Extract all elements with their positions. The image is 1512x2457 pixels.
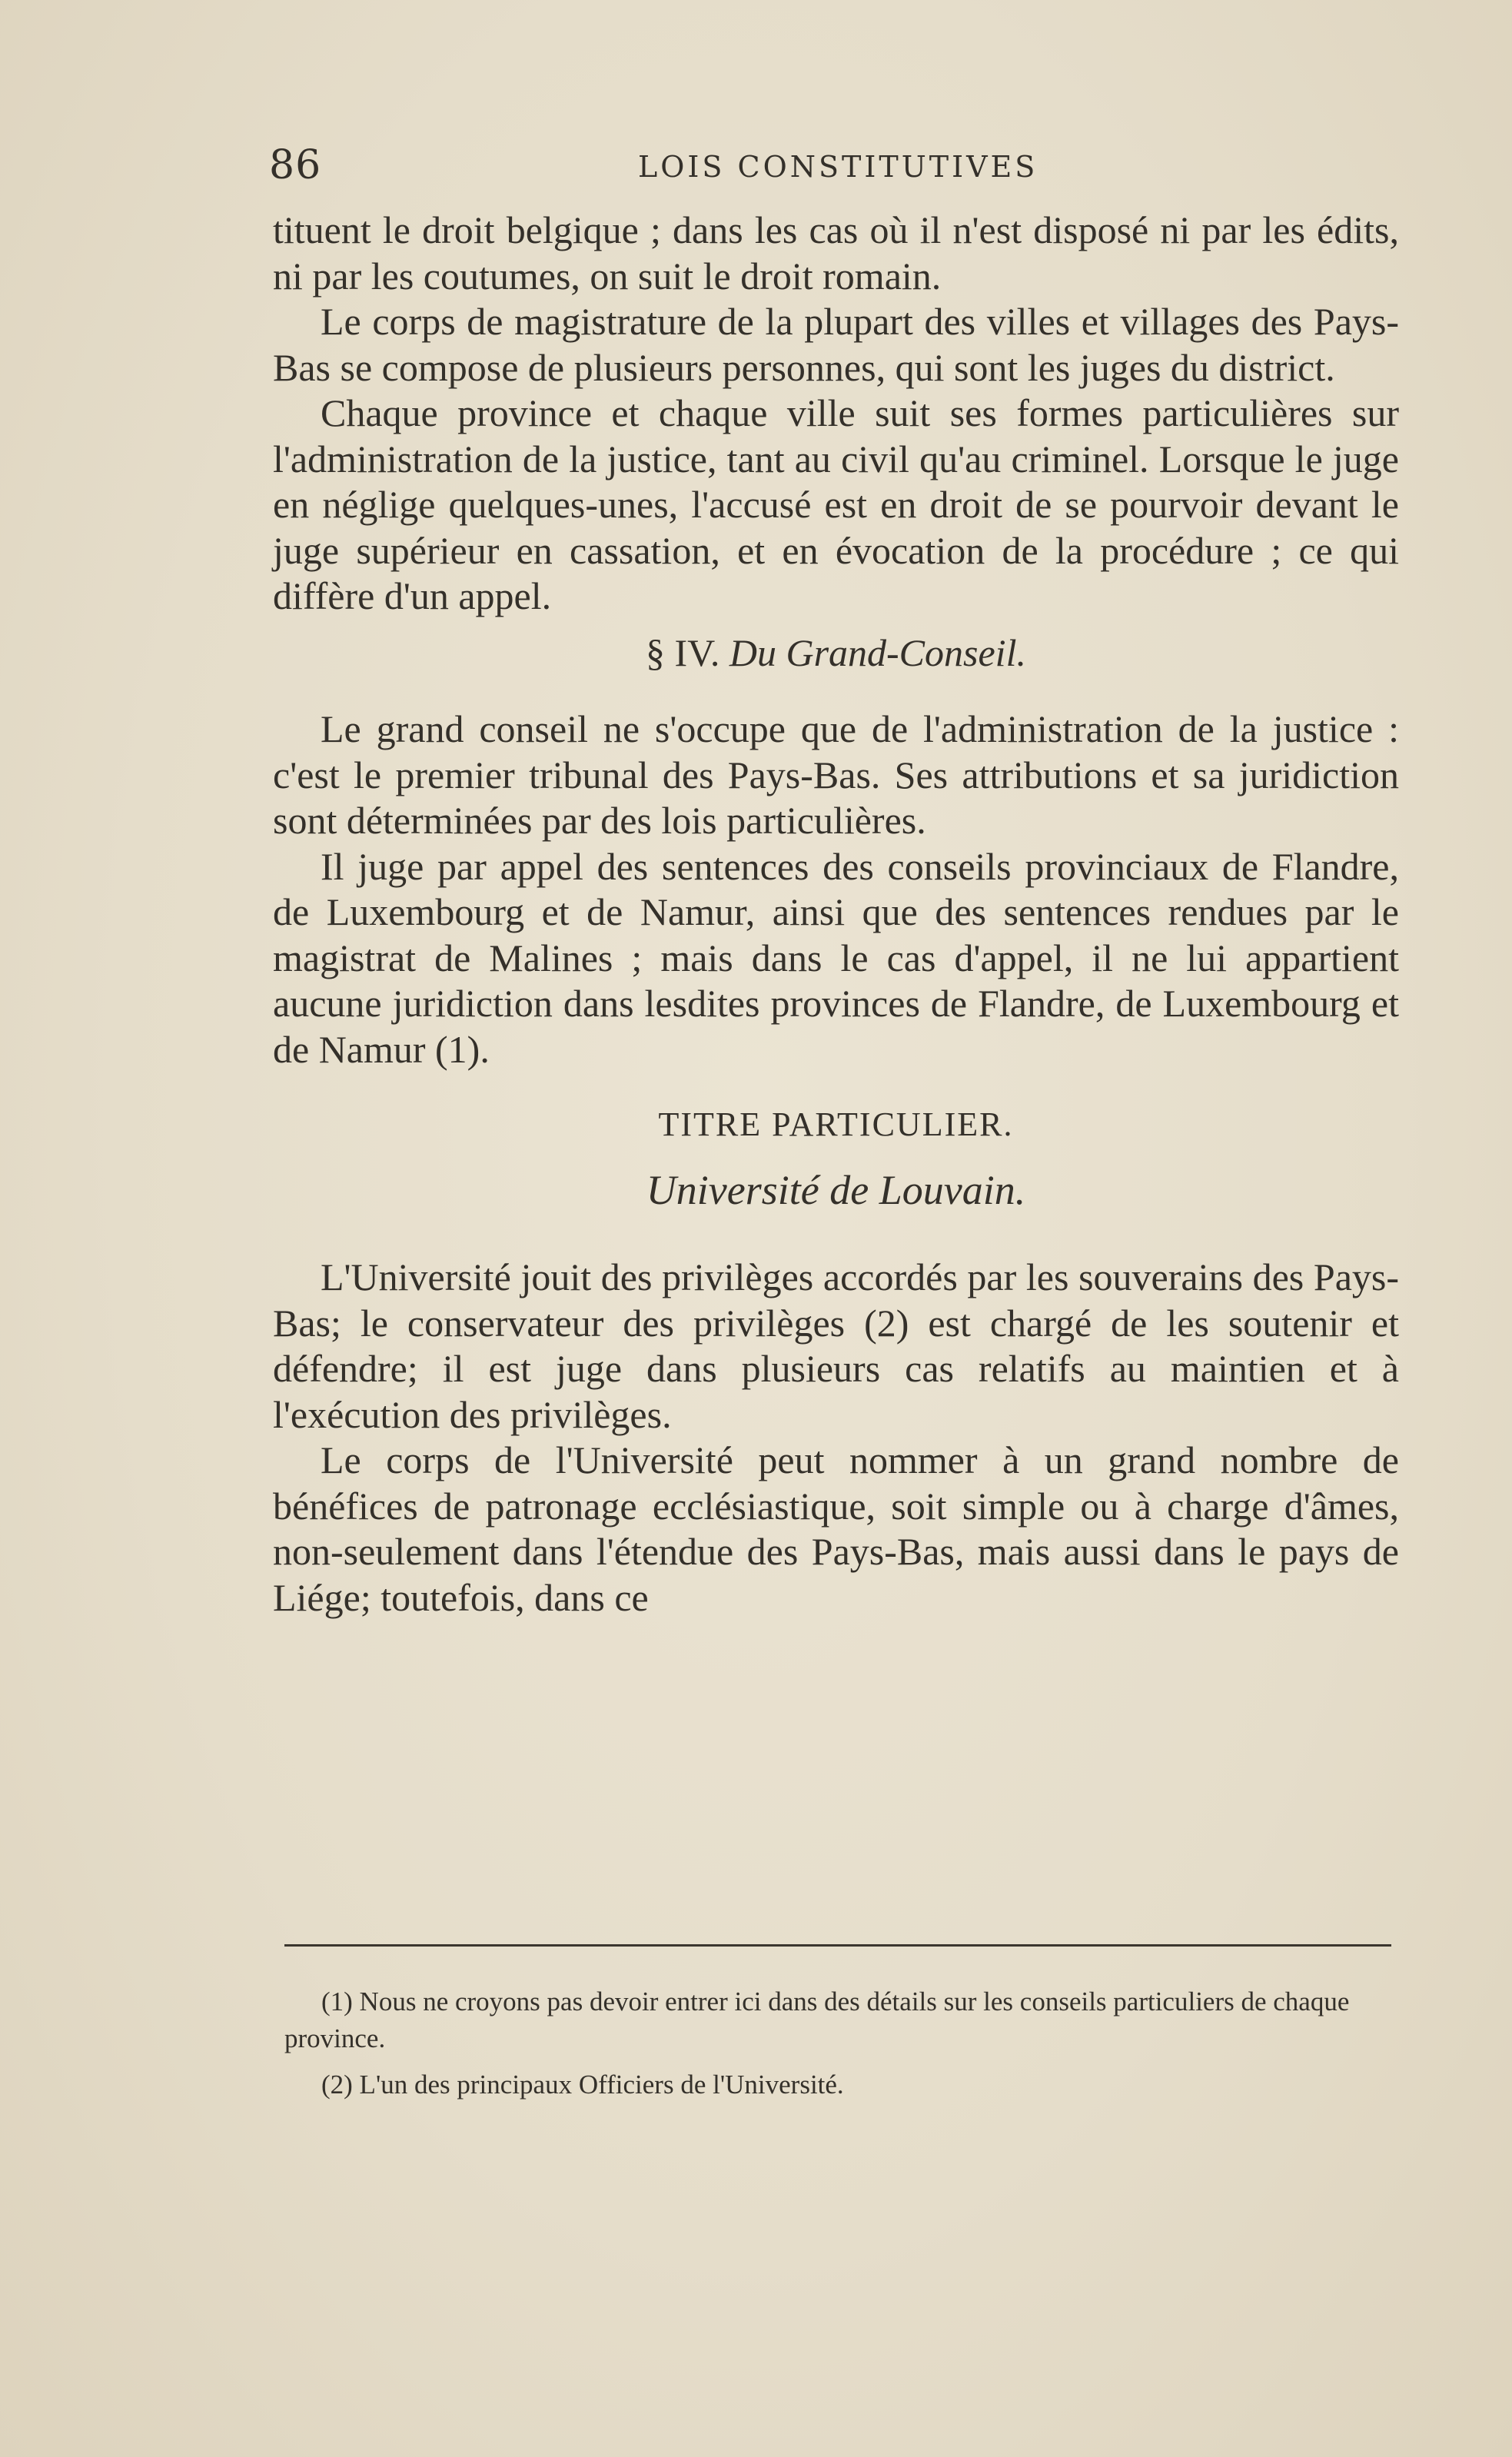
running-title: LOIS CONSTITUTIVES	[638, 150, 1038, 184]
section-title: Du Grand-Conseil.	[729, 630, 1026, 674]
subtitle-universite: Université de Louvain.	[646, 1166, 1026, 1213]
footnote-2: (2) L'un des principaux Officiers de l'Université.	[321, 2070, 844, 2100]
section-number: § IV.	[646, 630, 720, 674]
paragraph-3: Chaque province et chaque ville suit ses formes particulières sur l'administration de la justice, tant au civil qu'au criminel. Lorsque le juge en néglige quelques-unes, l'accusé est en droit de se pourvoir devant le juge supérieur en cassation, et en évocation de la procédure ; ce qui diffère d'un appel.	[273, 391, 1399, 617]
section-heading	[273, 630, 1399, 677]
footnotes	[284, 1983, 1407, 2113]
paragraph-4: Le grand conseil ne s'occupe que de l'administration de la justice : c'est le premier tribunal des Pays-Bas. Ses attributions et sa juridiction sont déterminées par des lois particulières.	[273, 707, 1399, 842]
paragraph-1: tituent le droit belgique ; dans les cas où il n'est disposé ni par les édits, ni par les coutumes, on suit le droit romain.	[273, 208, 1399, 298]
paragraph-2: Le corps de magistrature de la plupart des villes et villages des Pays-Bas se compose de plusieurs personnes, qui sont les juges du district.	[273, 300, 1399, 389]
paragraph-6: L'Université jouit des privilèges accordés par les souverains des Pays-Bas; le conservateur des privilèges (2) est chargé de les soutenir et défendre; il est juge dans plusieurs cas relatifs au maintien et à l'exécution des privilèges.	[273, 1255, 1399, 1436]
body-text	[273, 208, 1399, 1621]
paragraph-7: Le corps de l'Université peut nommer à un grand nombre de bénéfices de patronage ecclésiastique, soit simple ou à charge d'âmes, non-seulement dans l'étendue des Pays-Bas, mais aussi dans le pays de Liége; toutefois, dans ce	[273, 1438, 1399, 1619]
title-particulier: TITRE PARTICULIER.	[658, 1105, 1014, 1143]
footnote-divider	[284, 1944, 1391, 1947]
footnote-1: (1) Nous ne croyons pas devoir entrer ici dans des détails sur les conseils particuliers de chaque province.	[284, 1987, 1350, 2053]
paragraph-5: Il juge par appel des sentences des conseils provinciaux de Flandre, de Luxembourg et de Namur, ainsi que des sentences rendues par le magistrat de Malines ; mais dans le cas d'appel, il ne lui appartient aucune juridiction dans lesdites provinces de Flandre, de Luxembourg et de Namur (1).	[273, 844, 1399, 1071]
page-header	[269, 142, 1397, 196]
page-number: 86	[269, 142, 322, 188]
